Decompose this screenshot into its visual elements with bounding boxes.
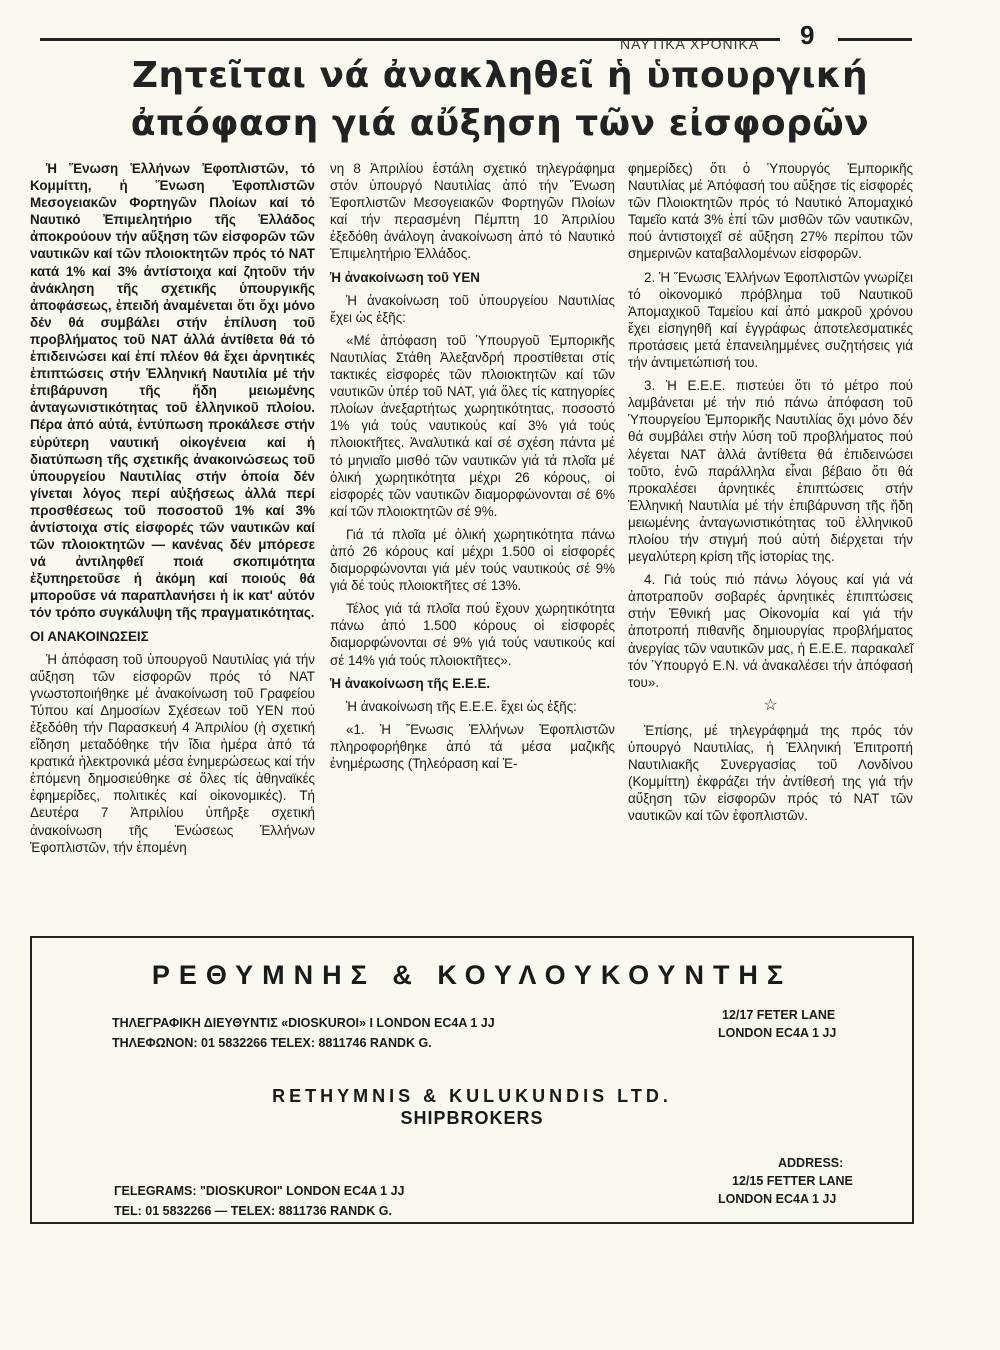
ad-greek-address-line-1: 12/17 FETER LANE	[722, 1008, 836, 1022]
article-column-1	[30, 160, 315, 862]
paragraph: 2. Ἡ Ἕνωσις Ἑλλήνων Ἐφοπλιστῶν γνωρίζει τό οἰκονομικό πρόβλημα τοῦ Ναυτικοῦ Ἀπομαχικοῦ Ταμείου καί ἀπό μακροῦ χρόνου ἔχει εἰσηγηθῆ καί ἐγγράφως ἀποτελεσματικές προτάσεις μετά ἐπανειλημμένες συζητήσεις γιά τήν ἀντιμετώπισή του.	[628, 269, 913, 371]
headline-line-1: Ζητεῖται νά ἀνακληθεῖ ἡ ὑπουργική	[131, 55, 869, 96]
advertisement-box	[30, 936, 914, 1224]
paragraph: Τέλος γιά τά πλοῖα πού ἔχουν χωρητικότητα πάνω ἀπό 1.500 κόρους οἱ εἰσφορές διαμορφώνονται σέ 9% γιά τούς ναυτικούς καί σέ 14% γιά τούς πλοιοκτῆτες».	[330, 601, 615, 668]
paragraph: φημερίδες) ὅτι ὁ Ὑπουργός Ἐμπορικῆς Ναυτιλίας μέ Ἀπόφασή του αὔξησε τίς εἰσφορές τῶν Πλοιοκτητῶν πρός τό Ναυτικό Ἀπομαχικό Ταμεῖο κατά 3% ἐπί τῶν μισθῶν τῶν ναυτικῶν, πού ἀντιστοιχεῖ σέ αὔξηση 27% περίπου τῶν σημερινῶν καταβαλλομένων εἰσφορῶν.	[628, 161, 913, 262]
ad-english-telegrams: ΓELEGRAMS: "DIOSKUROI" LONDON EC4A 1 JJ	[114, 1184, 405, 1198]
paragraph: Ἡ Ἕνωση Ἑλλήνων Ἐφοπλιστῶν, τό Κομμίττη, ἡ Ἕνωση Ἐφοπλιστῶν Μεσογειακῶν Φορτηγῶν Πλοίων καί τό Ναυτικό Ἐπιμελητήριο τῆς Ἑλλάδος ἀποκρούουν τήν αὔξηση τῶν εἰσφορῶν τῶν ναυτικῶν καί τῶν πλοιοκτητῶν πρός τό ΝΑΤ κατά 1% καί 3% ἀντίστοιχα καί ζητοῦν τήν ἀνάκληση τῆς σχετικῆς ὑπουργικῆς ἀποφάσεως, ἐπειδή ἀναμένεται ὅτι ὄχι μόνο δέν θά συμβάλει στήν ἐπίλυση τοῦ προβλήματος τοῦ ΝΑΤ ἀλλά ἀντίθετα θά τό ἐπιδεινώσει καί ἐπί πλέον θά ἔχει ἀρνητικές ἐπιπτώσεις στήν Ἑλληνική Ναυτιλία μέ τήν ἐπιβάρυνση τῆς ἤδη μειωμένης ἀνταγωνιστικότητας τοῦ ἑλληνικοῦ πλοίου. Πέρα ἀπό αὐτά, ἐντύπωση προκάλεσε στήν εὐρύτερη ναυτική οἰκογένεια καί ἡ διατύπωση τῆς σχετικῆς ἀνακοινώσεως τοῦ ὑπουργείου Ναυτιλίας στήν ὁποία δέν γίνεται λόγος περί αὐξήσεως ἀλλά περί προσθέσεως τοῦ ποσοστοῦ 1% καί 3% ἀντίστοιχα στίς εἰσφορές τῶν ναυτικῶν καί τῶν πλοιοκτητῶν — κανένας δέν μπόρεσε νά ἀντιληφθεῖ ποιά σκοπιμότητα ἐξυπηρετοῦσε ἡ ἀκόμη καί ποιούς θά μποροῦσε νά παραπλανήσει ἡ ἰκ κατ' αὐτόν τόν τρόπο συγκάλυψη τῆς πραγματικότητας.	[30, 161, 315, 621]
ad-english-company-name: RETHYMNIS & KULUKUNDIS LTD.	[272, 1086, 672, 1106]
ad-english-subtitle: SHIPBROKERS	[400, 1108, 544, 1128]
paragraph: Ἡ ἀνακοίνωση τοῦ ὑπουργείου Ναυτιλίας ἔχει ὡς ἑξῆς:	[330, 292, 615, 325]
paragraph: 4. Γιά τούς πιό πάνω λόγους καί γιά νά ἀποτραποῦν σοβαρές ἀρνητικές ἐπιπτώσεις στήν Ἐθνική μας Οἰκονομία καί γιά τήν ἀποτροπή πιθανῆς δημιουργίας προβλήματος ἀνεργίας τῶν ναυτικῶν μας, ἡ Ε.Ε.Ε. παρακαλεῖ τόν Ὑπουργό Ε.Ν. νά ἀνακαλέσει τήν ἀπόφασή του».	[628, 572, 913, 690]
paragraph: Ἐπίσης, μέ τηλεγράφημά της πρός τόν ὑπουργό Ναυτιλίας, ἡ Ἑλληνική Ἐπιτροπή Ναυτιλιακῆς Συνεργασίας τοῦ Λονδίνου (Κομμίττη) ἐκφράζει τήν ἀντίθεσή της γιά τήν αὔξηση τῶν εἰσφορῶν πρός τό ΝΑΤ τῶν ναυτικῶν καί τῶν ἐφοπλιστῶν.	[628, 722, 913, 824]
ad-greek-address-line-2: LONDON EC4A 1 JJ	[718, 1026, 837, 1040]
section-subhead: Ἡ ἀνακοίνωση τοῦ ΥΕΝ	[330, 269, 480, 285]
paragraph: «1. Ἡ Ἕνωσις Ἑλλήνων Ἐφοπλιστῶν πληροφορήθηκε ἀπό τά μέσα μαζικῆς ἐνημέρωσης (Τηλεόραση καί Ἐ-	[330, 721, 615, 771]
paragraph: Ἡ ἀπόφαση τοῦ ὑπουργοῦ Ναυτιλίας γιά τήν αὔξηση τῶν εἰσφορῶν πρός τό ΝΑΤ γνωστοποιήθηκε μέ ἀνακοίνωση τοῦ Γραφείου Τύπου καί Δημοσίων Σχέσεων τοῦ ΥΕΝ πού ἐξεδόθη τήν Παρασκευή 4 Ἀπριλίου (ἡ σχετική εἴδηση μεταδόθηκε τήν ἴδια ἡμέρα ἀπό τά κρατικά ἠλεκτρονικά μέσα ἐνημερώσεως καί τήν ἑπόμενη δημοσιεύθηκε σέ ὅλες τίς ἀθηναϊκές ἐφημερίδες, πολιτικές καί οἰκονομικές). Τή Δευτέρα 7 Ἀπριλίου ὑπῆρξε σχετική ἀνακοίνωση τῆς Ἑνώσεως Ἑλλήνων Ἐφοπλιστῶν, τήν ἑπομένη	[30, 651, 315, 855]
section-subhead: ΟΙ ΑΝΑΚΟΙΝΩΣΕΙΣ	[30, 628, 149, 644]
paragraph: 3. Ἡ Ε.Ε.Ε. πιστεύει ὅτι τό μέτρο πού λαμβάνεται μέ τήν πιό πάνω ἀπόφαση τοῦ Ὑπουργείου Ἐμπορικῆς Ναυτιλίας ὄχι μόνο δέν θά συμβάλει στήν λύση τοῦ προβλήματος πού λέγεται ΝΑΤ ἀλλά ἀντίθετα θά ἐπιδεινώσει τοῦτο, ἐνῶ παράλληλα εἶναι βέβαιο ὅτι θά προκαλέσει ἀρνητικές ἐπιπτώσεις στήν Ἑλληνική Ναυτιλία μέ τήν ἐπιβάρυνση τῆς ἤδη μειωμένης ἀνταγωνιστικότητας τοῦ ἑλληνικοῦ πλοίου τήν στιγμή πού αὐτή διέρχεται τήν μεγαλύτερη κρίση τῆς ἱστορίας της.	[628, 378, 913, 565]
star-icon: ☆	[763, 696, 778, 714]
ad-greek-phone: ΤΗΛΕΦΩΝΟΝ: 01 5832266 TELEX: 8811746 RANDK G.	[112, 1036, 432, 1050]
page-number: 9	[800, 20, 815, 50]
header-rule-right	[838, 38, 912, 41]
paragraph: «Μέ ἀπόφαση τοῦ Ὑπουργοῦ Ἐμπορικῆς Ναυτιλίας Στάθη Ἀλεξανδρή προστίθεται στίς τακτικές εἰσφορές τῶν πλοιοκτητῶν καί τῶν ναυτικῶν ὑπέρ τοῦ ΝΑΤ, γιά ὅλες τίς κατηγορίες πλοίων ἀνεξαρτήτως χωρητικότητας, ποσοστό 1% γιά τούς ναυτικούς καί 3% γιά τούς πλοιοκτῆτες. Ἀναλυτικά καί σέ σχέση πάντα μέ τό μηνιαῖο μισθό τῶν ναυτικῶν γιά τά πλοῖα μέ ὁλική χωρητικότητα μέχρι 26 κόρους, οἱ εἰσφορές τῶν ναυτικῶν διαμορφώνονται σέ 6% καί τῶν πλοιοκτητῶν σέ 9%.	[330, 332, 615, 519]
ad-greek-telegraph: ΤΗΛΕΓΡΑΦΙΚΗ ΔΙΕΥΘΥΝΤΙΣ «DIOSKUROI» Ι LONDON EC4A 1 JJ	[112, 1016, 495, 1030]
ad-english-address-line-2: LONDON EC4A 1 JJ	[718, 1192, 837, 1206]
paragraph: Ἡ ἀνακοίνωση τῆς Ε.Ε.Ε. ἔχει ὡς ἑξῆς:	[346, 698, 577, 714]
ad-address-label: ADDRESS:	[778, 1156, 844, 1170]
article-column-3	[628, 160, 913, 830]
paragraph: νη 8 Ἀπριλίου ἐστάλη σχετικό τηλεγράφημα στόν ὑπουργό Ναυτιλίας ἀπό τήν Ἕνωση Ἐφοπλιστῶν Μεσογειακῶν Φορτηγῶν Πλοίων καί τήν περασμένη Πέμπτη 10 Ἀπριλίου ἐξεδόθη ἀνάλογη ἀνακοίνωση ἀπό τό Ναυτικό Ἐπιμελητήριο Ἑλλάδος.	[330, 161, 615, 262]
article-column-2	[330, 160, 615, 778]
headline	[60, 52, 940, 148]
ad-english-telephone: TEL: 01 5832266 — TELEX: 8811736 RANDK G.	[114, 1204, 392, 1218]
section-subhead: Ἡ ἀνακοίνωση τῆς Ε.Ε.Ε.	[330, 675, 491, 691]
headline-line-2: ἀπόφαση γιά αὔξηση τῶν εἰσφορῶν	[130, 103, 870, 144]
running-title: ΝΑΥΤΙΚΑ ΧΡΟΝΙΚΑ	[620, 36, 760, 52]
ad-english-address-line-1: 12/15 FETTER LANE	[732, 1174, 853, 1188]
ad-greek-company-name: ΡΕΘΥΜΝΗΣ & ΚΟΥΛΟΥΚΟΥΝΤΗΣ	[151, 960, 793, 990]
paragraph: Γιά τά πλοῖα μέ ὁλική χωρητικότητα πάνω ἀπό 26 κόρους καί μέχρι 1.500 οἱ εἰσφορές διαμορφώνονται γιά μέν τούς ναυτικούς σέ 9% γιά δέ τούς πλοιοκτῆτες σέ 13%.	[330, 526, 615, 594]
